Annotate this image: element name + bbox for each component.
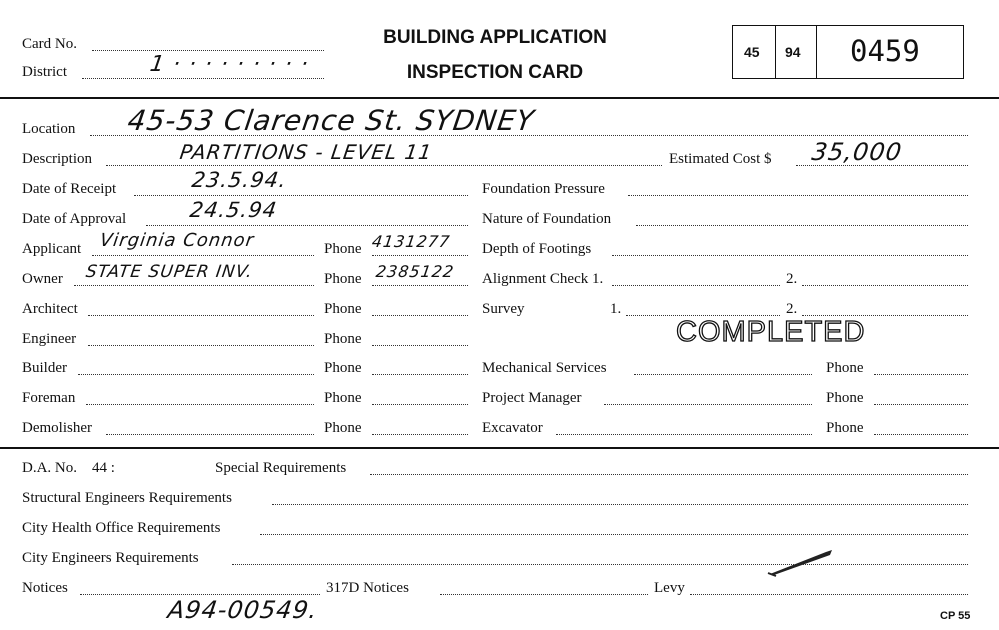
demolisher-phone-label: Phone	[324, 420, 362, 436]
card-no-label: Card No.	[22, 36, 77, 52]
district-label: District	[22, 64, 67, 80]
date-of-approval-field[interactable]	[146, 225, 468, 226]
engineer-phone-field[interactable]	[372, 345, 468, 346]
structural-engineers-label: Structural Engineers Requirements	[22, 490, 232, 506]
box-card-number: 0459	[850, 34, 920, 68]
depth-of-footings-label: Depth of Footings	[482, 241, 592, 257]
alignment-check-label: Alignment Check 1.	[482, 271, 604, 287]
date-of-approval-value: 24.5.94	[188, 198, 279, 222]
card-no-field[interactable]	[92, 50, 324, 51]
requirements-divider	[0, 447, 999, 449]
owner-phone-field[interactable]	[372, 285, 468, 286]
estimated-cost-value: 35,000	[810, 138, 904, 166]
date-of-receipt-value: 23.5.94.	[190, 168, 289, 192]
project-manager-field[interactable]	[604, 404, 812, 405]
excavator-phone-label: Phone	[826, 420, 864, 436]
mechanical-phone-label: Phone	[826, 360, 864, 376]
district-field[interactable]	[82, 78, 324, 79]
survey-2-label: 2.	[786, 301, 798, 317]
box-year1: 45	[744, 44, 760, 60]
form-code: CP 55	[940, 610, 971, 622]
completed-stamp: COMPLETED	[676, 316, 866, 348]
owner-phone-label: Phone	[324, 271, 362, 287]
builder-phone-label: Phone	[324, 360, 362, 376]
city-health-label: City Health Office Requirements	[22, 520, 221, 536]
applicant-phone-label: Phone	[324, 241, 362, 257]
city-engineers-field[interactable]	[232, 564, 968, 565]
foreman-label: Foreman	[22, 390, 76, 406]
survey-1-label: 1.	[610, 301, 622, 317]
project-manager-label: Project Manager	[482, 390, 582, 406]
applicant-phone-value: 4131277	[370, 232, 452, 251]
architect-phone-field[interactable]	[372, 315, 468, 316]
foreman-field[interactable]	[86, 404, 314, 405]
owner-phone-value: 2385122	[374, 262, 456, 281]
header-divider	[0, 97, 999, 99]
box-year2: 94	[785, 44, 801, 60]
excavator-label: Excavator	[482, 420, 543, 436]
date-of-receipt-label: Date of Receipt	[22, 181, 117, 197]
mechanical-phone-field[interactable]	[874, 374, 968, 375]
demolisher-phone-field[interactable]	[372, 434, 468, 435]
nature-of-foundation-label: Nature of Foundation	[482, 211, 612, 227]
foundation-pressure-field[interactable]	[628, 195, 968, 196]
applicant-field[interactable]	[92, 255, 314, 256]
form-title-line1: BUILDING APPLICATION	[383, 27, 607, 48]
foreman-phone-field[interactable]	[372, 404, 468, 405]
engineer-phone-label: Phone	[324, 331, 362, 347]
handwritten-reference: A94-00549.	[166, 596, 320, 624]
builder-label: Builder	[22, 360, 67, 376]
notices-label: Notices	[22, 580, 68, 596]
foundation-pressure-label: Foundation Pressure	[482, 181, 605, 197]
location-label: Location	[22, 121, 76, 137]
alignment-check-2-label: 2.	[786, 271, 798, 287]
notices-317d-label: 317D Notices	[326, 580, 409, 596]
depth-of-footings-field[interactable]	[612, 255, 968, 256]
applicant-value: Virginia Connor	[98, 230, 256, 251]
notices-field[interactable]	[80, 594, 320, 595]
owner-field[interactable]	[74, 285, 314, 286]
owner-label: Owner	[22, 271, 63, 287]
special-requirements-label: Special Requirements	[215, 460, 347, 476]
owner-value: STATE SUPER INV.	[84, 262, 255, 282]
demolisher-label: Demolisher	[22, 420, 92, 436]
survey-label: Survey	[482, 301, 525, 317]
description-label: Description	[22, 151, 92, 167]
excavator-field[interactable]	[556, 434, 812, 435]
estimated-cost-label: Estimated Cost $	[669, 151, 772, 167]
project-manager-phone-label: Phone	[826, 390, 864, 406]
district-value: 1 · · · · · · · · ·	[148, 52, 311, 77]
pen-mark-icon	[766, 542, 836, 578]
engineer-field[interactable]	[88, 345, 314, 346]
structural-engineers-field[interactable]	[272, 504, 968, 505]
nature-of-foundation-field[interactable]	[636, 225, 968, 226]
levy-field[interactable]	[690, 594, 968, 595]
architect-label: Architect	[22, 301, 78, 317]
description-value: PARTITIONS - LEVEL 11	[178, 140, 434, 164]
demolisher-field[interactable]	[106, 434, 314, 435]
applicant-phone-field[interactable]	[372, 255, 468, 256]
architect-field[interactable]	[88, 315, 314, 316]
mechanical-services-label: Mechanical Services	[482, 360, 607, 376]
da-no-value: 44 :	[92, 460, 115, 476]
notices-317d-field[interactable]	[440, 594, 648, 595]
levy-label: Levy	[654, 580, 685, 596]
date-of-approval-label: Date of Approval	[22, 211, 127, 227]
form-title-line2: INSPECTION CARD	[406, 62, 584, 83]
builder-field[interactable]	[78, 374, 314, 375]
applicant-label: Applicant	[22, 241, 82, 257]
city-health-field[interactable]	[260, 534, 968, 535]
da-no-label: D.A. No.	[22, 460, 77, 476]
builder-phone-field[interactable]	[372, 374, 468, 375]
project-manager-phone-field[interactable]	[874, 404, 968, 405]
foreman-phone-label: Phone	[324, 390, 362, 406]
special-requirements-field[interactable]	[370, 474, 968, 475]
city-engineers-label: City Engineers Requirements	[22, 550, 199, 566]
description-field[interactable]	[106, 165, 662, 166]
excavator-phone-field[interactable]	[874, 434, 968, 435]
date-of-receipt-field[interactable]	[134, 195, 468, 196]
engineer-label: Engineer	[22, 331, 77, 347]
location-value: 45-53 Clarence St. SYDNEY	[125, 104, 537, 137]
mechanical-services-field[interactable]	[634, 374, 812, 375]
alignment-check-2-field[interactable]	[802, 285, 968, 286]
alignment-check-1-field[interactable]	[612, 285, 780, 286]
architect-phone-label: Phone	[324, 301, 362, 317]
